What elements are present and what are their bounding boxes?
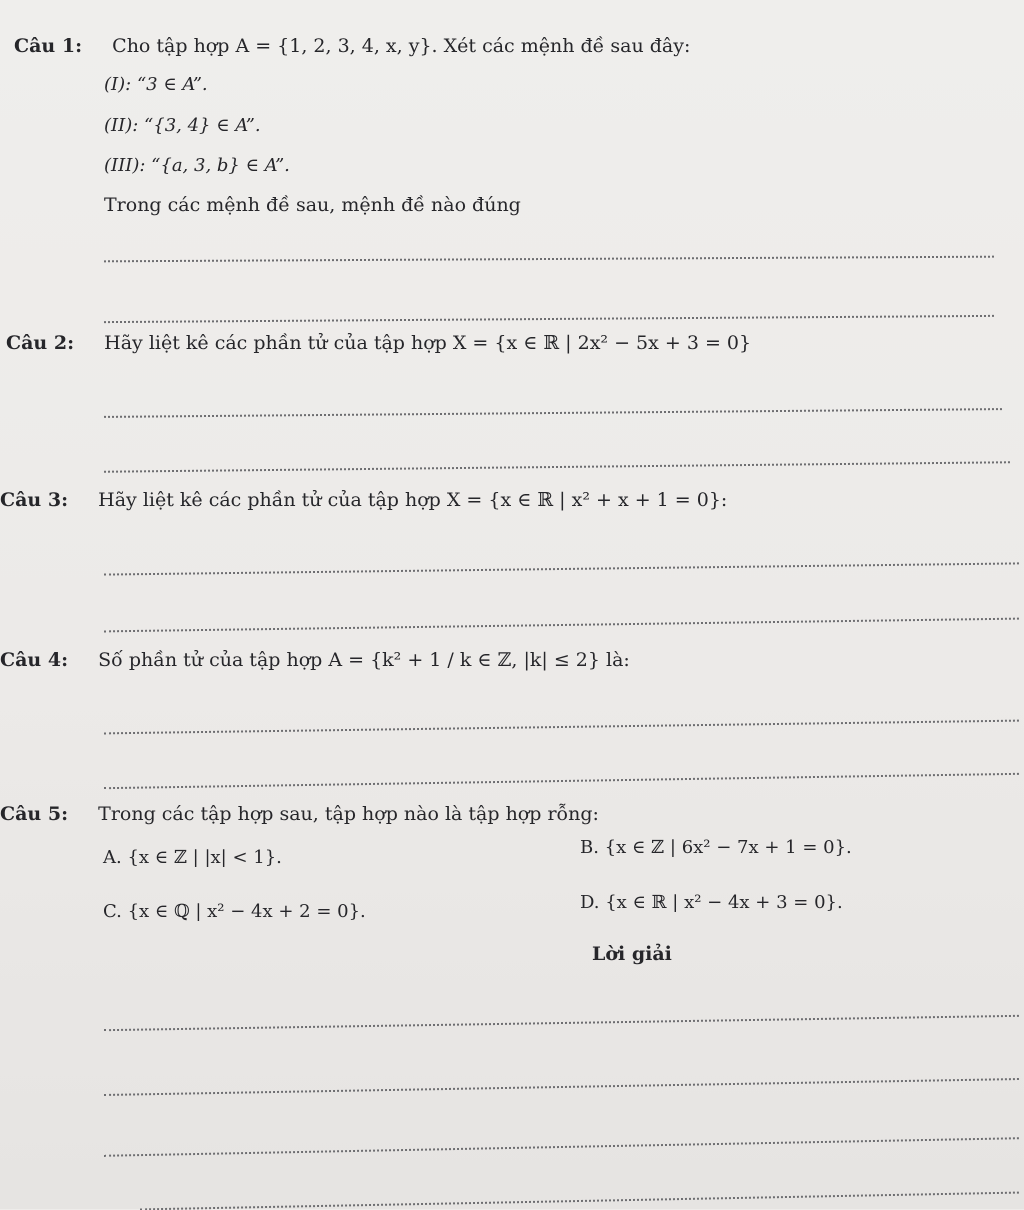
question-4-stem: Số phần tử của tập hợp A = {k² + 1 / k ∈ ℤ, |k| ≤ 2} là: — [98, 649, 630, 671]
answer-line — [104, 408, 1002, 418]
answer-line — [104, 315, 994, 323]
answer-line — [104, 562, 1019, 575]
answer-line — [104, 720, 1019, 735]
question-4-label: Câu 4: — [0, 649, 69, 671]
option-d: D. {x ∈ ℝ | x² − 4x + 3 = 0}. — [580, 892, 843, 913]
question-1-label: Câu 1: — [14, 35, 83, 57]
question-1-stem: Cho tập hợp A = {1, 2, 3, 4, x, y}. Xét các mệnh đề sau đây: — [112, 35, 691, 57]
question-1 — [14, 34, 690, 58]
question-3 — [0, 488, 727, 512]
answer-line — [104, 461, 1010, 472]
option-b: B. {x ∈ ℤ | 6x² − 7x + 1 = 0}. — [580, 837, 852, 858]
question-5 — [0, 802, 599, 826]
question-2-label: Câu 2: — [6, 332, 75, 354]
question-2-stem: Hãy liệt kê các phần tử của tập hợp X = {x ∈ ℝ | 2x² − 5x + 3 = 0} — [104, 332, 752, 354]
question-1-prompt: Trong các mệnh đề sau, mệnh đề nào đúng — [104, 194, 521, 216]
answer-line — [140, 1192, 1019, 1210]
solution-heading: Lời giải — [592, 943, 672, 965]
question-5-stem: Trong các tập hợp sau, tập hợp nào là tập hợp rỗng: — [98, 803, 599, 825]
question-2 — [6, 331, 751, 355]
question-5-label: Câu 5: — [0, 803, 69, 825]
answer-line — [104, 1078, 1019, 1096]
statement-2: (II): “{3, 4} ∈ A”. — [104, 115, 261, 136]
question-4 — [0, 648, 630, 672]
statement-3: (III): “{a, 3, b} ∈ A”. — [104, 155, 290, 176]
option-c: C. {x ∈ ℚ | x² − 4x + 2 = 0}. — [103, 901, 366, 922]
statement-1: (I): “3 ∈ A”. — [104, 74, 208, 95]
answer-line — [104, 1137, 1019, 1157]
option-a: A. {x ∈ ℤ | |x| < 1}. — [103, 847, 282, 868]
answer-line — [104, 256, 994, 263]
answer-line — [104, 1015, 1019, 1031]
answer-line — [104, 618, 1019, 633]
answer-line — [104, 773, 1019, 789]
question-3-stem: Hãy liệt kê các phần tử của tập hợp X = {x ∈ ℝ | x² + x + 1 = 0}: — [98, 489, 728, 511]
question-3-label: Câu 3: — [0, 489, 69, 511]
